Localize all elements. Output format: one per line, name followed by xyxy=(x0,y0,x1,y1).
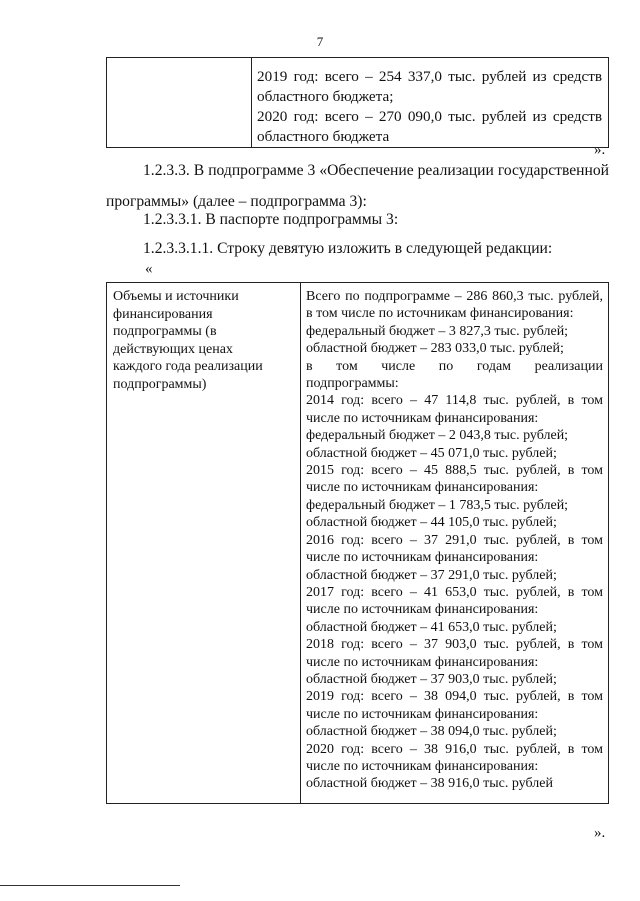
label-line: подпрограммы) xyxy=(113,376,207,392)
financing-line: числе по источникам финансирования: xyxy=(306,706,539,722)
financing-line: 2014 год: всего – 47 114,8 тыс. рублей, в том xyxy=(306,393,603,409)
financing-values-cell xyxy=(301,283,609,804)
top-table-line: 2019 год: всего – 254 337,0 тыс. рублей из средств xyxy=(257,68,602,85)
top-table-line: областного бюджета; xyxy=(257,88,394,105)
top-table-left-cell xyxy=(107,58,252,148)
financing-line: 2017 год: всего – 41 653,0 тыс. рублей, в том xyxy=(306,584,603,600)
financing-line: 2015 год: всего – 45 888,5 тыс. рублей, в том xyxy=(306,463,603,479)
financing-line: областной бюджет – 38 094,0 тыс. рублей; xyxy=(306,724,557,740)
financing-line: числе по источникам финансирования: xyxy=(306,602,539,618)
label-line: Объемы и источники xyxy=(113,289,239,304)
financing-line: подпрограммы: xyxy=(306,376,399,392)
financing-line: областной бюджет – 38 916,0 тыс. рублей xyxy=(306,776,553,792)
top-table-line: областного бюджета xyxy=(257,128,390,145)
financing-line: числе по источникам финансирования: xyxy=(306,410,539,426)
financing-line: 2018 год: всего – 37 903,0 тыс. рублей, в том xyxy=(306,637,603,653)
top-table-right-cell xyxy=(252,58,609,148)
label-line: подпрограммы (в xyxy=(113,324,217,339)
financing-line: областной бюджет – 283 033,0 тыс. рублей; xyxy=(306,341,564,357)
financing-line: числе по источникам финансирования: xyxy=(306,550,539,566)
financing-line: федеральный бюджет – 3 827,3 тыс. рублей; xyxy=(306,323,569,339)
footnote-divider xyxy=(0,885,180,886)
financing-line: областной бюджет – 37 903,0 тыс. рублей; xyxy=(306,671,557,687)
financing-line: 2019 год: всего – 38 094,0 тыс. рублей, в том xyxy=(306,689,603,705)
financing-line: 2020 год: всего – 38 916,0 тыс. рублей, в том xyxy=(306,741,603,757)
opening-quote: « xyxy=(145,261,153,277)
financing-line: федеральный бюджет – 1 783,5 тыс. рублей; xyxy=(306,497,569,513)
financing-line: областной бюджет – 37 291,0 тыс. рублей; xyxy=(306,567,557,583)
paragraph-line: 1.2.3.3. В подпрограмме 3 «Обеспечение реализации государственной xyxy=(143,162,609,179)
financing-line: Всего по подпрограмме – 286 860,3 тыс. рублей, xyxy=(306,289,603,304)
paragraph-1-2-3-3 xyxy=(106,161,609,212)
financing-line: областной бюджет – 45 071,0 тыс. рублей; xyxy=(306,445,557,461)
financing-table xyxy=(106,282,609,804)
financing-line: числе по источникам финансирования: xyxy=(306,480,539,496)
paragraph-1-2-3-3-1: 1.2.3.3.1. В паспорте подпрограммы 3: xyxy=(143,211,399,228)
paragraph-1-2-3-3-1-1: 1.2.3.3.1.1. Строку девятую изложить в следующей редакции: xyxy=(143,240,553,257)
financing-line: областной бюджет – 41 653,0 тыс. рублей; xyxy=(306,619,557,635)
top-table-line: 2020 год: всего – 270 090,0 тыс. рублей из средств xyxy=(257,108,602,125)
financing-line: федеральный бюджет – 2 043,8 тыс. рублей; xyxy=(306,428,569,444)
paragraph-line: программы» (далее – подпрограмма 3): xyxy=(106,193,367,210)
financing-label-cell xyxy=(107,283,301,804)
label-line: финансирования xyxy=(113,306,213,322)
top-table-fragment xyxy=(106,57,609,148)
financing-line: числе по источникам финансирования: xyxy=(306,654,539,670)
financing-line: областной бюджет – 44 105,0 тыс. рублей; xyxy=(306,515,557,531)
financing-line: в том числе по годам реализации xyxy=(306,358,603,374)
financing-line: 2016 год: всего – 37 291,0 тыс. рублей, в том xyxy=(306,532,603,548)
page-number: 7 xyxy=(316,34,324,49)
closing-quote: ». xyxy=(594,825,606,841)
label-line: действующих ценах xyxy=(113,341,233,357)
financing-line: в том числе по источникам финансирования: xyxy=(306,306,574,322)
closing-quote: ». xyxy=(594,142,606,158)
financing-line: числе по источникам финансирования: xyxy=(306,758,539,774)
label-line: каждого года реализации xyxy=(113,359,263,374)
